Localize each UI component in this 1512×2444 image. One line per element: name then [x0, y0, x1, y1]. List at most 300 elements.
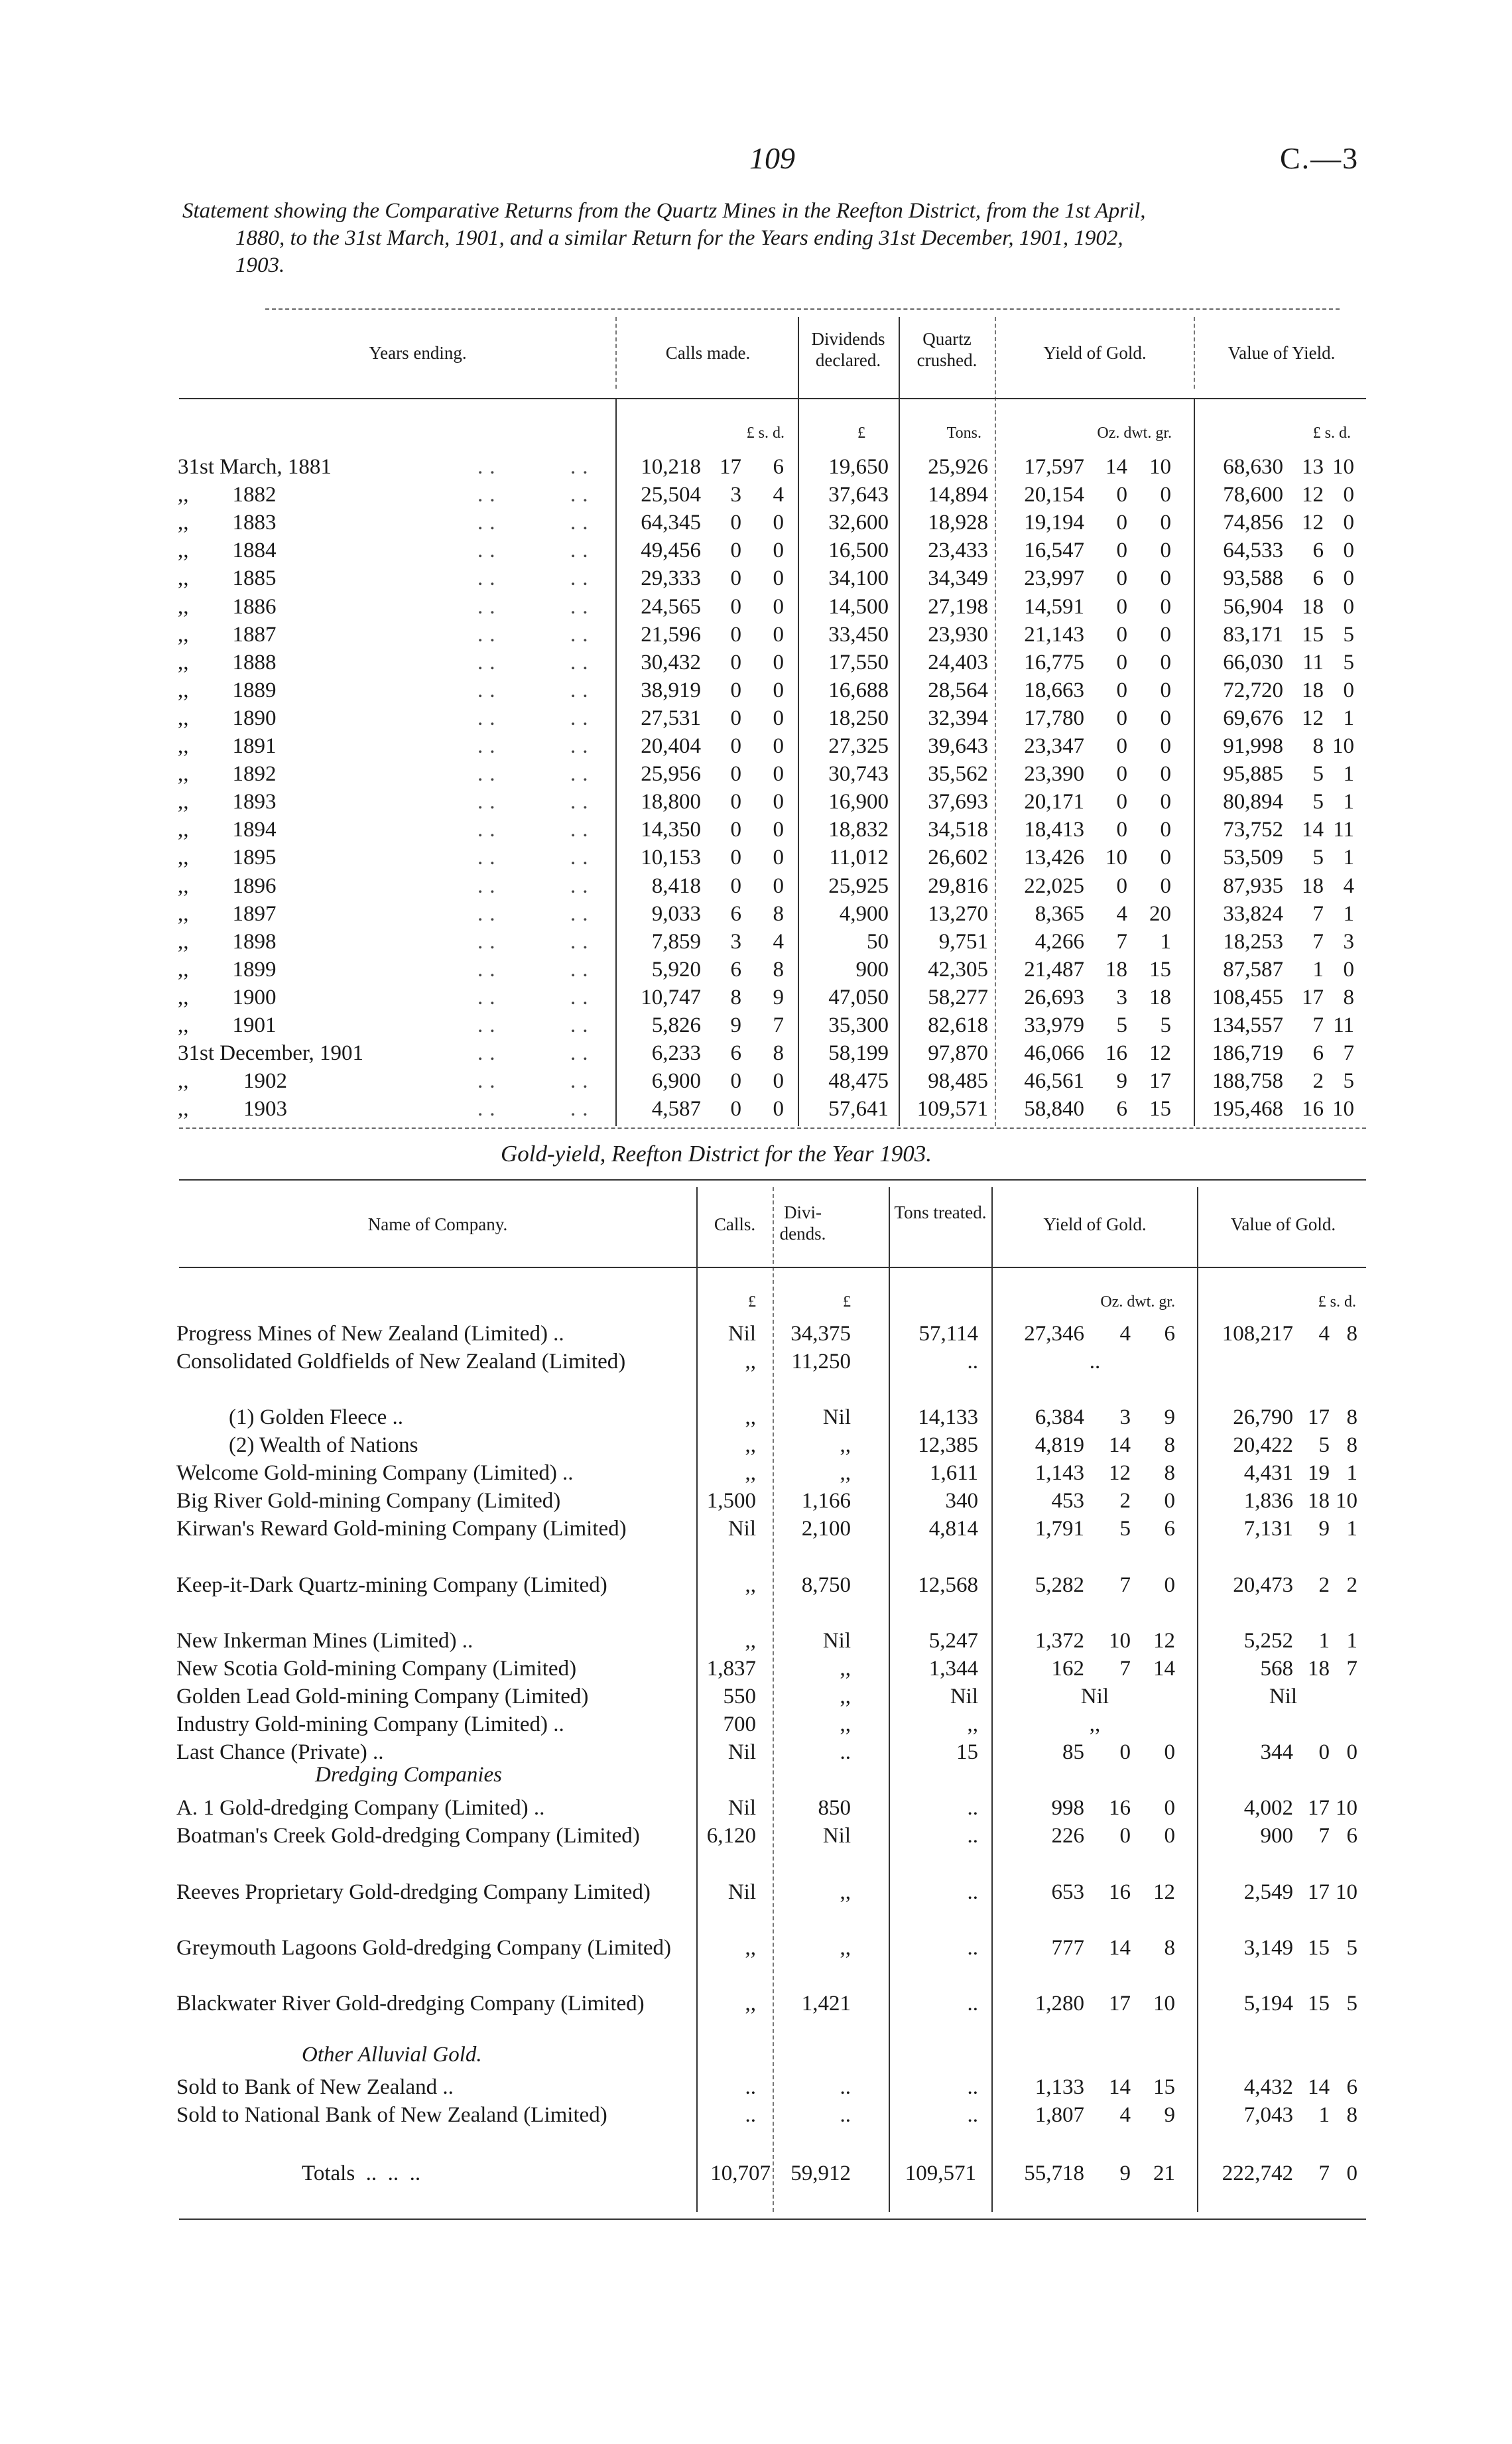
- value-shillings: 1: [1312, 957, 1324, 982]
- year-label: ,, 1882: [178, 483, 277, 507]
- year-label: ,, 1884: [178, 539, 277, 563]
- year-label: ,, 1893: [178, 790, 277, 814]
- leader-dots: ..: [477, 650, 502, 675]
- value-pence: 1: [1343, 790, 1354, 814]
- calls-pounds: 6,900: [651, 1069, 701, 1094]
- value-pounds: 69,676: [1223, 706, 1283, 730]
- calls-shillings: 0: [730, 594, 741, 619]
- dividends-value: 30,743: [828, 762, 889, 787]
- value-pounds: 195,468: [1212, 1097, 1283, 1122]
- calls-pence: 0: [773, 734, 784, 758]
- value-shillings: 8: [1312, 734, 1324, 758]
- calls-shillings: 17: [720, 455, 741, 479]
- company-name: Industry Gold-mining Company (Limited) ..: [176, 1712, 564, 1736]
- value-pence: 10: [1336, 1880, 1357, 1904]
- value-shillings: 19: [1308, 1461, 1330, 1485]
- table2-unit-dividends: £: [843, 1293, 851, 1311]
- yield-dwt: 5: [1119, 1517, 1131, 1541]
- company-name: Sold to National Bank of New Zealand (Limited): [176, 2103, 607, 2127]
- calls-pounds: 14,350: [641, 818, 701, 842]
- company-name: Sold to Bank of New Zealand ..: [176, 2075, 454, 2099]
- value-pence: 1: [1343, 846, 1354, 870]
- yield-dwt: 0: [1116, 511, 1127, 535]
- value-pounds: 64,533: [1223, 539, 1283, 563]
- tons-treated: 12,385: [918, 1433, 978, 1457]
- quartz-tons: 39,643: [928, 734, 988, 758]
- yield-gr: 6: [1164, 1322, 1175, 1346]
- statement-title: [182, 198, 1369, 279]
- calls-value: 550: [723, 1685, 756, 1708]
- value-shillings: 2: [1318, 1573, 1330, 1597]
- yield-gr: 0: [1160, 678, 1171, 702]
- table-row: [0, 1487, 1512, 1515]
- calls-value: ..: [745, 2075, 756, 2099]
- calls-shillings: 0: [730, 622, 741, 647]
- company-name: Golden Lead Gold-mining Company (Limited): [176, 1685, 589, 1708]
- company-name: New Inkerman Mines (Limited) ..: [176, 1629, 473, 1653]
- yield-oz: 23,390: [1024, 762, 1084, 787]
- dividends-value: 27,325: [828, 734, 889, 758]
- table-row: [0, 649, 1512, 676]
- table2-top-rule: [179, 1179, 1366, 1181]
- value-pounds: 3,149: [1243, 1936, 1293, 1960]
- calls-pence: 6: [773, 455, 784, 479]
- tons-treated: 340: [945, 1489, 978, 1513]
- value-pence: 10: [1332, 734, 1354, 758]
- yield-oz: 17,780: [1024, 706, 1084, 730]
- quartz-tons: 98,485: [928, 1069, 988, 1094]
- value-shillings: 7: [1312, 901, 1324, 926]
- table2-header-value: Value of Gold.: [1230, 1214, 1336, 1234]
- calls-shillings: 6: [730, 1041, 741, 1066]
- value-pounds: 4,431: [1243, 1461, 1293, 1485]
- calls-shillings: 0: [730, 539, 741, 563]
- table-row: [0, 928, 1512, 956]
- quartz-tons: 58,277: [928, 985, 988, 1009]
- yield-oz: 162: [1051, 1657, 1084, 1681]
- value-pounds: 4,432: [1243, 2075, 1293, 2099]
- yield-oz: 46,561: [1024, 1069, 1084, 1094]
- yield-dwt: 14: [1109, 1433, 1131, 1457]
- calls-shillings: 0: [730, 846, 741, 870]
- table-row: [0, 788, 1512, 816]
- leader-dots: ..: [570, 985, 595, 1009]
- leader-dots: ..: [570, 483, 595, 507]
- table1-header-yield: Yield of Gold.: [1043, 343, 1147, 363]
- dividends-value: 16,688: [828, 678, 889, 702]
- value-pounds: 5,252: [1243, 1629, 1293, 1653]
- yield-oz: 453: [1051, 1489, 1084, 1513]
- yield-gr: 0: [1160, 539, 1171, 563]
- calls-pounds: 18,800: [641, 790, 701, 814]
- value-shillings: 15: [1308, 1936, 1330, 1960]
- dividends-value: ,,: [840, 1657, 851, 1681]
- quartz-tons: 27,198: [928, 594, 988, 619]
- calls-value: Nil: [727, 1517, 756, 1541]
- yield-gr: 0: [1164, 1740, 1175, 1764]
- yield-oz: 23,997: [1024, 566, 1084, 591]
- table1-unit-dividends: £: [857, 424, 865, 442]
- value-shillings: 17: [1308, 1405, 1330, 1429]
- value-shillings: 4: [1318, 1322, 1330, 1346]
- yield-oz: 777: [1051, 1936, 1084, 1960]
- value-pence: 1: [1346, 1517, 1357, 1541]
- dividends-value: 11,012: [829, 846, 889, 870]
- yield-oz: 22,025: [1024, 873, 1084, 898]
- calls-pence: 0: [773, 539, 784, 563]
- calls-pence: 8: [773, 957, 784, 982]
- calls-pounds: 7,859: [651, 929, 701, 954]
- value-shillings: 14: [1302, 818, 1324, 842]
- yield-gr: 9: [1164, 1405, 1175, 1429]
- yield-dwt: 0: [1119, 1740, 1131, 1764]
- value-shillings: 6: [1312, 1041, 1324, 1066]
- yield-oz: 1,133: [1035, 2075, 1084, 2099]
- quartz-tons: 34,349: [928, 566, 988, 591]
- year-label: ,, 1887: [178, 622, 277, 647]
- calls-pounds: 9,033: [651, 901, 701, 926]
- tons-treated: 15: [956, 1740, 978, 1764]
- dividends-value: 50: [867, 929, 889, 954]
- dividends-value: 58,199: [828, 1041, 889, 1066]
- value-shillings: 1: [1318, 1629, 1330, 1653]
- calls-value: ,,: [745, 1573, 756, 1597]
- table-row: [0, 1738, 1512, 1766]
- value-pounds: 56,904: [1223, 594, 1283, 619]
- value-pence: 6: [1346, 2075, 1357, 2099]
- yield-gr: 10: [1149, 455, 1171, 479]
- value-pounds: 5,194: [1243, 1992, 1293, 2016]
- table-row: [0, 1095, 1512, 1123]
- calls-value: ,,: [745, 1461, 756, 1485]
- leader-dots: ..: [477, 901, 502, 926]
- calls-shillings: 3: [730, 483, 741, 507]
- calls-pounds: 6,233: [651, 1041, 701, 1066]
- value-pence: 8: [1346, 1433, 1357, 1457]
- dividends-value: 8,750: [801, 1573, 851, 1597]
- leader-dots: ..: [570, 734, 595, 758]
- statement-title-line: 1903.: [235, 253, 285, 277]
- company-name: Keep-it-Dark Quartz-mining Company (Limited): [176, 1573, 607, 1597]
- table1-top-rule: [265, 308, 1340, 310]
- leader-dots: ..: [477, 873, 502, 898]
- table-row: [0, 1320, 1512, 1348]
- yield-gr: 1: [1160, 929, 1171, 954]
- dividends-value: ,,: [840, 1433, 851, 1457]
- calls-shillings: 8: [730, 985, 741, 1009]
- value-pounds: 900: [1260, 1824, 1293, 1848]
- calls-shillings: 0: [730, 1069, 741, 1094]
- value-shillings: 16: [1302, 1097, 1324, 1122]
- yield-oz: 19,194: [1024, 511, 1084, 535]
- value-shillings: 0: [1318, 1740, 1330, 1764]
- table1-header-calls: Calls made.: [665, 343, 751, 363]
- dividends-value: Nil: [822, 1629, 851, 1653]
- yield-oz: Nil: [1080, 1685, 1109, 1708]
- table-row: [0, 704, 1512, 732]
- leader-dots: ..: [570, 1097, 595, 1122]
- leader-dots: ..: [477, 1013, 502, 1037]
- table-row: [0, 1794, 1512, 1822]
- quartz-tons: 32,394: [928, 706, 988, 730]
- calls-pounds: 10,218: [641, 455, 701, 479]
- yield-gr: 0: [1164, 1796, 1175, 1820]
- yield-dwt: 0: [1116, 818, 1127, 842]
- value-shillings: 5: [1318, 1433, 1330, 1457]
- year-label: ,, 1894: [178, 818, 277, 842]
- year-label: ,, 1898: [178, 929, 277, 954]
- calls-value: 1,837: [706, 1657, 756, 1681]
- calls-shillings: 0: [730, 734, 741, 758]
- year-label: ,, 1889: [178, 678, 277, 702]
- yield-dwt: 14: [1109, 2075, 1131, 2099]
- leader-dots: ..: [477, 734, 502, 758]
- value-pence: 11: [1333, 1013, 1354, 1037]
- yield-dwt: 0: [1116, 622, 1127, 647]
- yield-dwt: 14: [1109, 1936, 1131, 1960]
- value-shillings: 17: [1302, 985, 1324, 1009]
- table-row: [0, 732, 1512, 760]
- table2-header-tons: Tons treated.: [894, 1202, 987, 1222]
- calls-value: 700: [723, 1712, 756, 1736]
- yield-gr: 8: [1164, 1936, 1175, 1960]
- year-label: ,, 1903: [178, 1097, 287, 1122]
- yield-oz: 21,487: [1024, 957, 1084, 982]
- year-label: ,, 1890: [178, 706, 277, 730]
- company-name: A. 1 Gold-dredging Company (Limited) ..: [176, 1796, 545, 1820]
- yield-gr: 0: [1160, 818, 1171, 842]
- value-pounds: Nil: [1269, 1685, 1298, 1708]
- yield-dwt: 0: [1116, 706, 1127, 730]
- table-row: [0, 2073, 1512, 2101]
- yield-gr: 20: [1149, 901, 1171, 926]
- yield-oz: 6,384: [1035, 1405, 1084, 1429]
- value-pence: 0: [1343, 678, 1354, 702]
- quartz-tons: 82,618: [928, 1013, 988, 1037]
- table1-header-rule: [179, 398, 1366, 399]
- table-row: [0, 1990, 1512, 2045]
- year-label: ,, 1883: [178, 511, 277, 535]
- yield-gr: 0: [1160, 873, 1171, 898]
- value-pounds: 95,885: [1223, 762, 1283, 787]
- yield-oz: 1,143: [1035, 1461, 1084, 1485]
- yield-oz: 653: [1051, 1880, 1084, 1904]
- quartz-tons: 25,926: [928, 455, 988, 479]
- calls-value: Nil: [727, 1740, 756, 1764]
- totals-yield-oz: 55,718: [1024, 2161, 1084, 2185]
- dividends-value: 18,832: [828, 818, 889, 842]
- leader-dots: ..: [477, 790, 502, 814]
- table-row: [0, 564, 1512, 592]
- value-pounds: 83,171: [1223, 622, 1283, 647]
- yield-oz: 5,282: [1035, 1573, 1084, 1597]
- calls-pounds: 25,956: [641, 762, 701, 787]
- yield-oz: 13,426: [1024, 846, 1084, 870]
- tons-treated: 14,133: [918, 1405, 978, 1429]
- value-shillings: 15: [1308, 1992, 1330, 2016]
- dividends-value: 25,925: [828, 873, 889, 898]
- tons-treated: 12,568: [918, 1573, 978, 1597]
- value-pounds: 91,998: [1223, 734, 1283, 758]
- yield-gr: 0: [1160, 622, 1171, 647]
- table-row: [0, 621, 1512, 649]
- dividends-value: Nil: [822, 1824, 851, 1848]
- tons-treated: ,,: [967, 1712, 978, 1736]
- value-shillings: 18: [1302, 594, 1324, 619]
- value-shillings: 5: [1312, 790, 1324, 814]
- value-pounds: 73,752: [1223, 818, 1283, 842]
- tons-treated: 1,611: [929, 1461, 978, 1485]
- tons-treated: 5,247: [928, 1629, 978, 1653]
- yield-dwt: 0: [1116, 762, 1127, 787]
- yield-dwt: 0: [1116, 790, 1127, 814]
- value-pence: 1: [1343, 901, 1354, 926]
- calls-value: ,,: [745, 1350, 756, 1374]
- table1-header-quartz: Quartz crushed.: [916, 329, 977, 370]
- calls-value: 6,120: [706, 1824, 756, 1848]
- yield-oz: 18,663: [1024, 678, 1084, 702]
- totals-value-pounds: 222,742: [1222, 2161, 1293, 2185]
- calls-value: Nil: [727, 1796, 756, 1820]
- yield-gr: 0: [1160, 483, 1171, 507]
- totals-yield-dwt: 9: [1119, 2161, 1131, 2185]
- yield-oz: 58,840: [1024, 1097, 1084, 1122]
- value-pence: 10: [1336, 1489, 1357, 1513]
- yield-dwt: 16: [1109, 1880, 1131, 1904]
- value-pounds: 72,720: [1223, 678, 1283, 702]
- yield-gr: 12: [1149, 1041, 1171, 1066]
- calls-pounds: 5,826: [651, 1013, 701, 1037]
- value-pounds: 108,217: [1222, 1322, 1293, 1346]
- value-pounds: 7,131: [1243, 1517, 1293, 1541]
- table-row: [0, 1011, 1512, 1039]
- calls-pence: 0: [773, 846, 784, 870]
- table-row: [0, 537, 1512, 564]
- yield-dwt: 10: [1109, 1629, 1131, 1653]
- quartz-tons: 9,751: [938, 929, 988, 954]
- quartz-tons: 109,571: [916, 1097, 988, 1122]
- value-pence: 8: [1346, 1322, 1357, 1346]
- tons-treated: ..: [967, 1992, 978, 2016]
- yield-dwt: 0: [1116, 650, 1127, 675]
- dividends-value: 17,550: [828, 650, 889, 675]
- leader-dots: ..: [570, 706, 595, 730]
- tons-treated: Nil: [950, 1685, 978, 1708]
- value-pounds: 1,836: [1243, 1489, 1293, 1513]
- yield-dwt: 17: [1109, 1992, 1131, 2016]
- value-shillings: 13: [1302, 455, 1324, 479]
- yield-oz: 1,372: [1035, 1629, 1084, 1653]
- value-pounds: 20,422: [1233, 1433, 1293, 1457]
- value-shillings: 18: [1302, 873, 1324, 898]
- leader-dots: ..: [570, 539, 595, 563]
- company-name: Consolidated Goldfields of New Zealand (Limited): [176, 1350, 626, 1374]
- value-pence: 5: [1343, 1069, 1354, 1094]
- calls-pence: 0: [773, 678, 784, 702]
- tons-treated: ..: [967, 1796, 978, 1820]
- value-shillings: 1: [1318, 2103, 1330, 2127]
- company-name: Reeves Proprietary Gold-dredging Company Limited): [176, 1880, 651, 1904]
- table1-header-dividends: Dividends declared.: [811, 329, 885, 370]
- yield-gr: 14: [1153, 1657, 1175, 1681]
- yield-gr: 5: [1160, 1013, 1171, 1037]
- calls-pence: 8: [773, 901, 784, 926]
- dividends-value: 34,375: [790, 1322, 851, 1346]
- dividends-value: 850: [818, 1796, 851, 1820]
- yield-dwt: 0: [1116, 678, 1127, 702]
- value-pence: 1: [1343, 706, 1354, 730]
- value-shillings: 15: [1302, 622, 1324, 647]
- table-row: [0, 1431, 1512, 1459]
- value-pence: 5: [1346, 1992, 1357, 2016]
- dividends-value: 32,600: [828, 511, 889, 535]
- calls-pence: 0: [773, 594, 784, 619]
- yield-oz: 16,547: [1024, 539, 1084, 563]
- value-pence: 10: [1332, 1097, 1354, 1122]
- leader-dots: ..: [570, 1013, 595, 1037]
- yield-oz: ,,: [1089, 1712, 1101, 1736]
- value-pence: 11: [1333, 818, 1354, 842]
- leader-dots: ..: [477, 706, 502, 730]
- dividends-value: Nil: [822, 1405, 851, 1429]
- value-pence: 1: [1346, 1629, 1357, 1653]
- table-row: [0, 1683, 1512, 1710]
- table2-header-dividends: Divi-dends.: [779, 1202, 826, 1244]
- yield-dwt: 7: [1116, 929, 1127, 954]
- dividends-value: 18,250: [828, 706, 889, 730]
- value-shillings: 12: [1302, 483, 1324, 507]
- value-shillings: 12: [1302, 706, 1324, 730]
- value-pounds: 134,557: [1212, 1013, 1283, 1037]
- dividends-value: ,,: [840, 1936, 851, 1960]
- dividends-value: ,,: [840, 1685, 851, 1708]
- totals-dividends: 59,912: [790, 2161, 851, 2185]
- dividends-value: ..: [840, 2103, 851, 2127]
- leader-dots: ..: [570, 846, 595, 870]
- yield-oz: 18,413: [1024, 818, 1084, 842]
- year-label: ,, 1891: [178, 734, 277, 758]
- calls-pounds: 20,404: [641, 734, 701, 758]
- leader-dots: ..: [477, 1097, 502, 1122]
- value-shillings: 2: [1312, 1069, 1324, 1094]
- value-pounds: 18,253: [1223, 929, 1283, 954]
- yield-gr: 0: [1160, 650, 1171, 675]
- leader-dots: ..: [570, 929, 595, 954]
- dividends-value: 16,500: [828, 539, 889, 563]
- yield-dwt: 4: [1119, 1322, 1131, 1346]
- table-row: [0, 900, 1512, 928]
- table1-unit-quartz: Tons.: [946, 424, 981, 442]
- leader-dots: ..: [570, 455, 595, 479]
- year-label: ,, 1897: [178, 901, 277, 926]
- table-row: [0, 760, 1512, 788]
- yield-oz: 20,154: [1024, 483, 1084, 507]
- yield-dwt: 0: [1116, 873, 1127, 898]
- calls-shillings: 0: [730, 790, 741, 814]
- yield-gr: 8: [1164, 1433, 1175, 1457]
- table1-unit-calls: £ s. d.: [746, 424, 785, 442]
- totals-row: [0, 2159, 1512, 2187]
- quartz-tons: 26,602: [928, 846, 988, 870]
- leader-dots: ..: [477, 957, 502, 982]
- table-row: [0, 1571, 1512, 1627]
- calls-value: 1,500: [706, 1489, 756, 1513]
- leader-dots: ..: [570, 678, 595, 702]
- totals-tons: 109,571: [905, 2161, 976, 2185]
- yield-gr: 6: [1164, 1517, 1175, 1541]
- value-shillings: 18: [1308, 1657, 1330, 1681]
- yield-dwt: 6: [1116, 1097, 1127, 1122]
